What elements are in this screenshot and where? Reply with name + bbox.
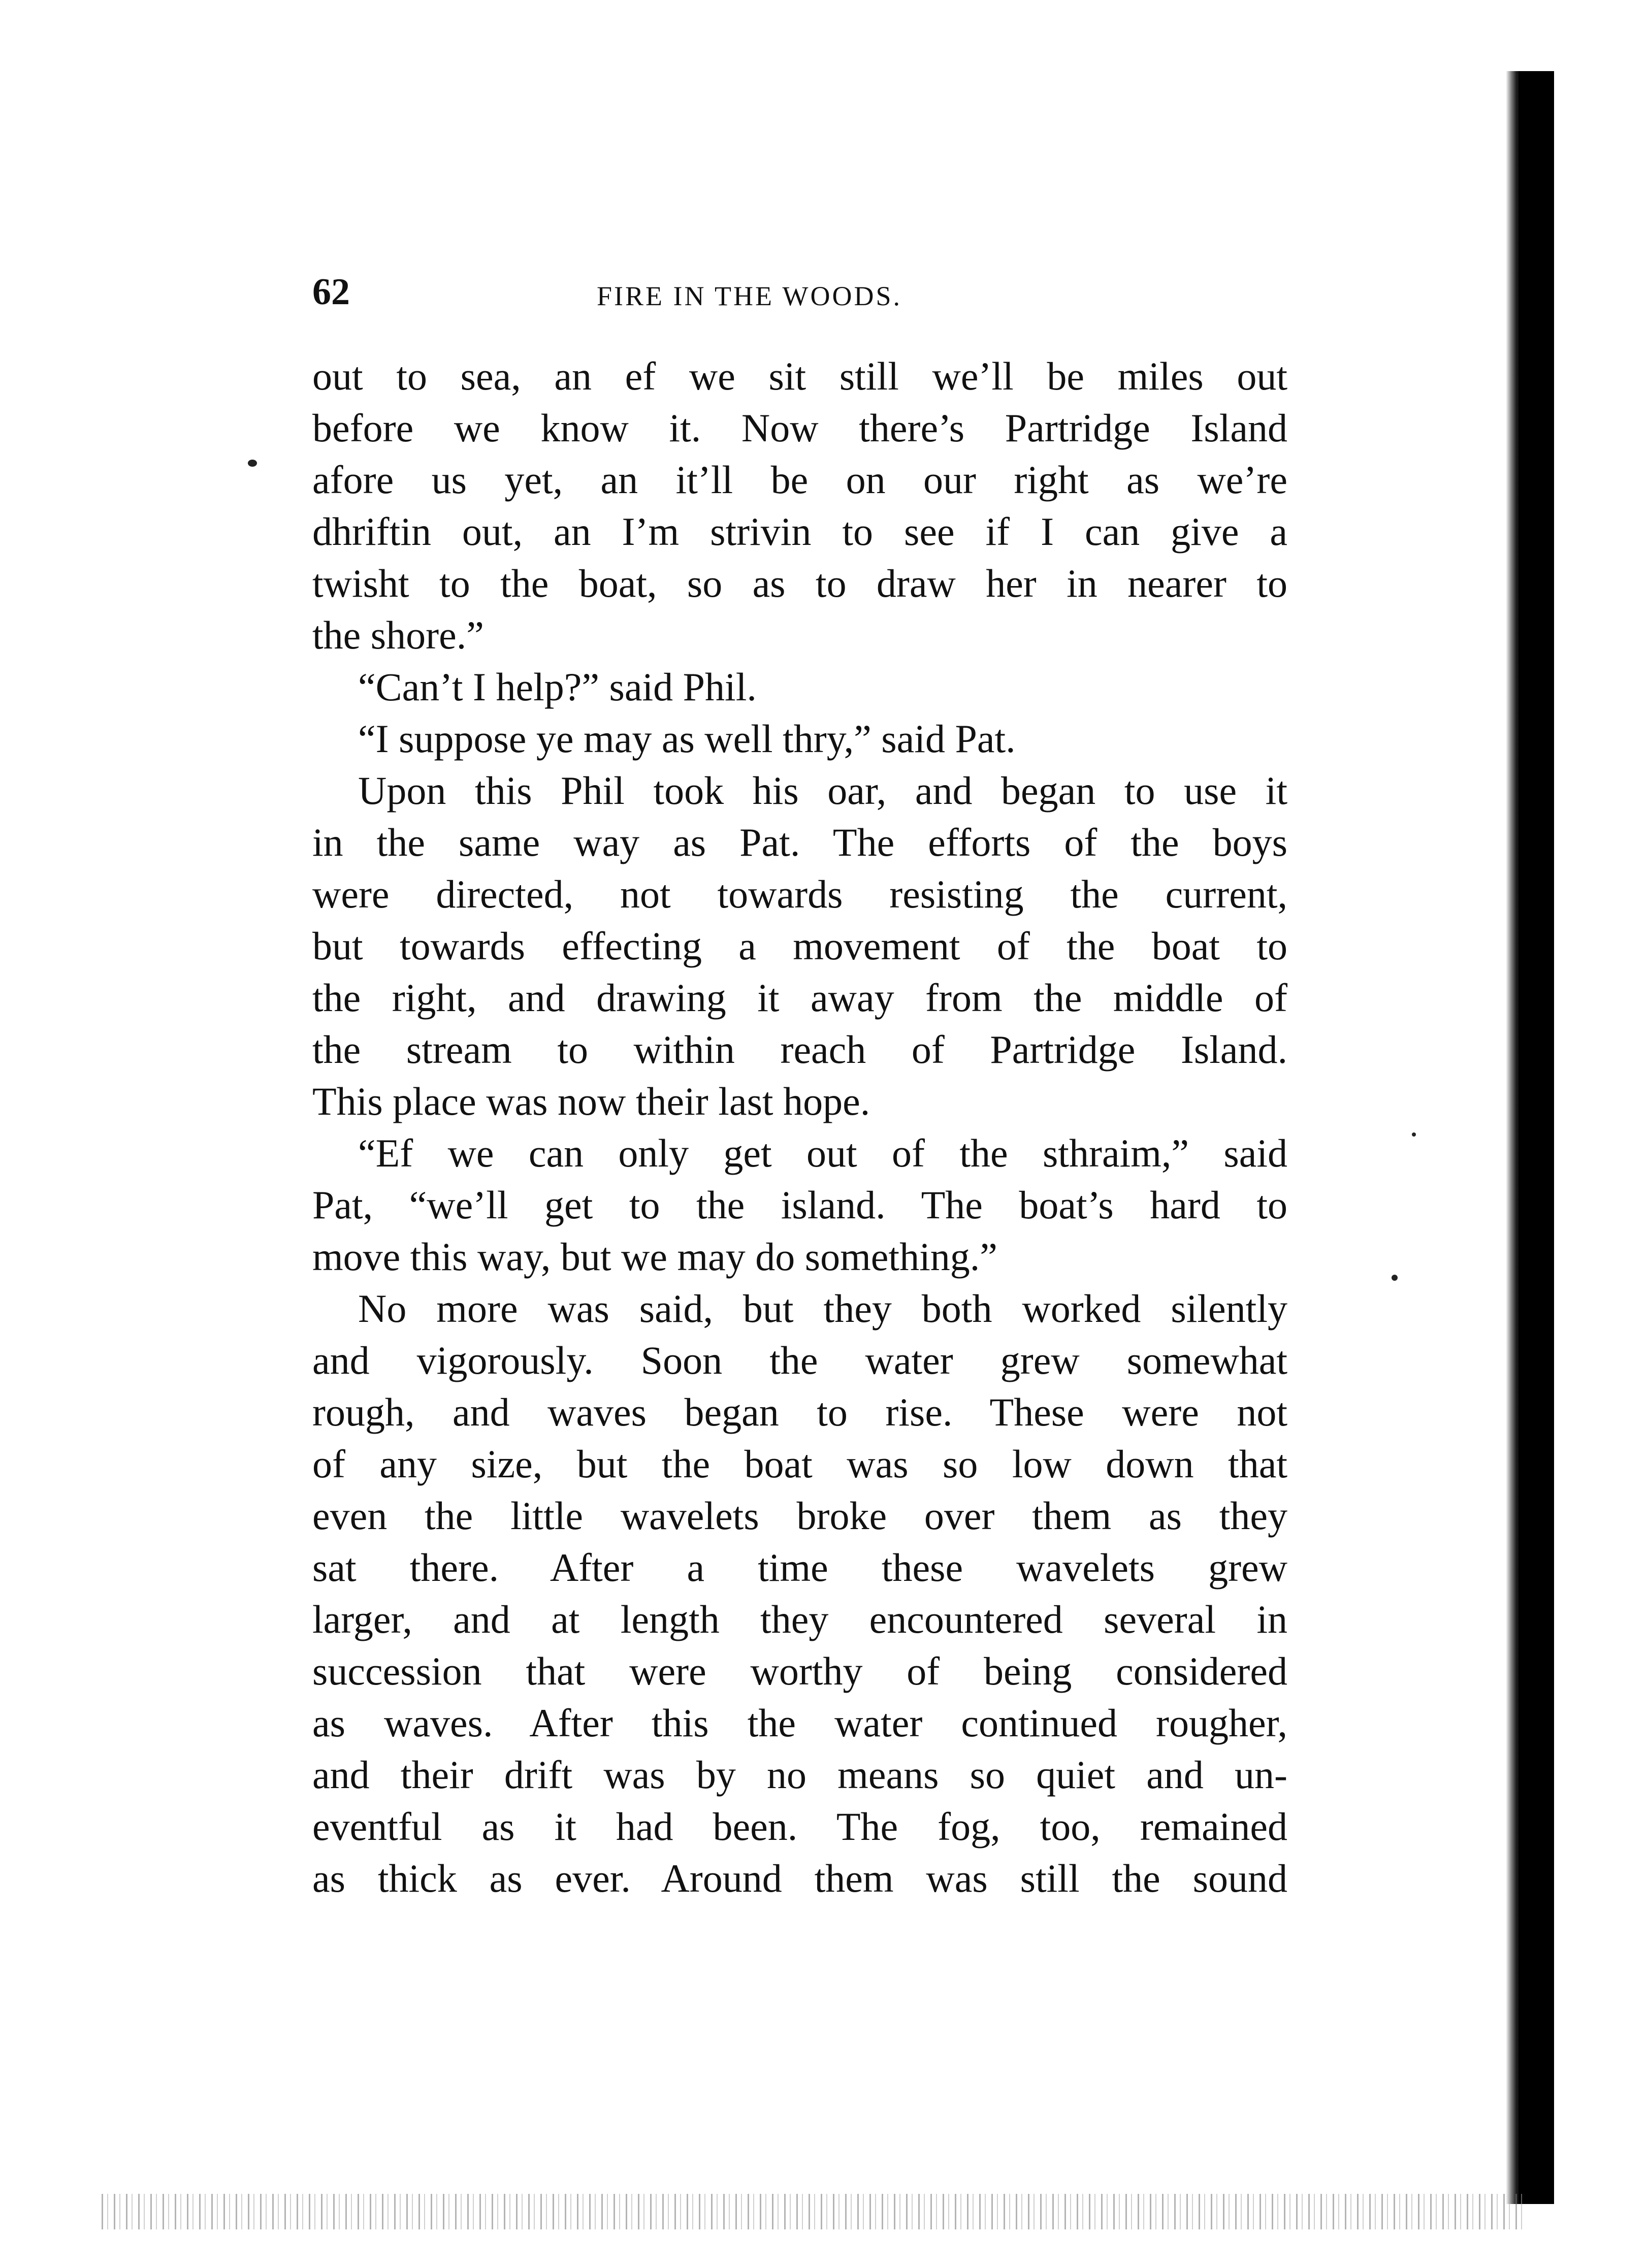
text-line: and vigorously. Soon the water grew somewhat — [312, 1338, 1287, 1382]
text-line: larger, and at length they encountered several in — [312, 1597, 1287, 1641]
scan-speck — [1392, 1275, 1398, 1281]
text-line: “Ef we can only get out of the sthraim,” said — [358, 1131, 1287, 1175]
text-line: afore us yet, an it’ll be on our right as we’re — [312, 458, 1287, 502]
text-line: out to sea, an ef we sit still we’ll be miles out — [312, 354, 1287, 398]
text-line: before we know it. Now there’s Partridge Island — [312, 406, 1287, 450]
text-line: “Can’t I help?” said Phil. — [358, 665, 757, 709]
text-line: move this way, but we may do something.” — [312, 1235, 997, 1279]
running-head: FIRE IN THE WOODS. — [597, 281, 902, 311]
text-line: even the little wavelets broke over them as they — [312, 1494, 1287, 1538]
text-line: eventful as it had been. The fog, too, remained — [312, 1804, 1287, 1849]
body-text — [312, 350, 1287, 1904]
text-line: as thick as ever. Around them was still the sound — [312, 1856, 1287, 1900]
text-line: “I suppose ye may as well thry,” said Pat. — [358, 717, 1016, 761]
scan-speck — [248, 460, 257, 467]
text-line: Pat, “we’ll get to the island. The boat’s hard to — [312, 1183, 1287, 1227]
text-line: twisht to the boat, so as to draw her in nearer to — [312, 561, 1287, 605]
text-line: succession that were worthy of being considered — [312, 1649, 1287, 1693]
text-line: were directed, not towards resisting the current, — [312, 872, 1287, 916]
text-line: the shore.” — [312, 613, 484, 657]
binding-edge — [1519, 71, 1554, 2204]
scan-speck — [1412, 1132, 1416, 1137]
text-line: rough, and waves began to rise. These were not — [312, 1390, 1287, 1434]
text-line: dhriftin out, an I’m strivin to see if I can give a — [312, 509, 1287, 554]
text-line: as waves. After this the water continued rougher, — [312, 1701, 1287, 1745]
text-line: This place was now their last hope. — [312, 1079, 870, 1123]
text-line: No more was said, but they both worked silently — [358, 1286, 1287, 1331]
text-line: but towards effecting a movement of the boat to — [312, 924, 1287, 968]
text-line: sat there. After a time these wavelets grew — [312, 1545, 1287, 1590]
text-line: the stream to within reach of Partridge Island. — [312, 1027, 1287, 1072]
scan-noise — [102, 2194, 1524, 2229]
text-line: Upon this Phil took his oar, and began to use it — [358, 768, 1287, 813]
page-header — [312, 264, 1287, 320]
text-line: in the same way as Pat. The efforts of the boys — [312, 820, 1287, 864]
text-line: and their drift was by no means so quiet and un- — [312, 1753, 1287, 1797]
text-line: of any size, but the boat was so low down that — [312, 1442, 1287, 1486]
page-number: 62 — [312, 271, 350, 313]
text-line: the right, and drawing it away from the middle of — [312, 976, 1287, 1020]
